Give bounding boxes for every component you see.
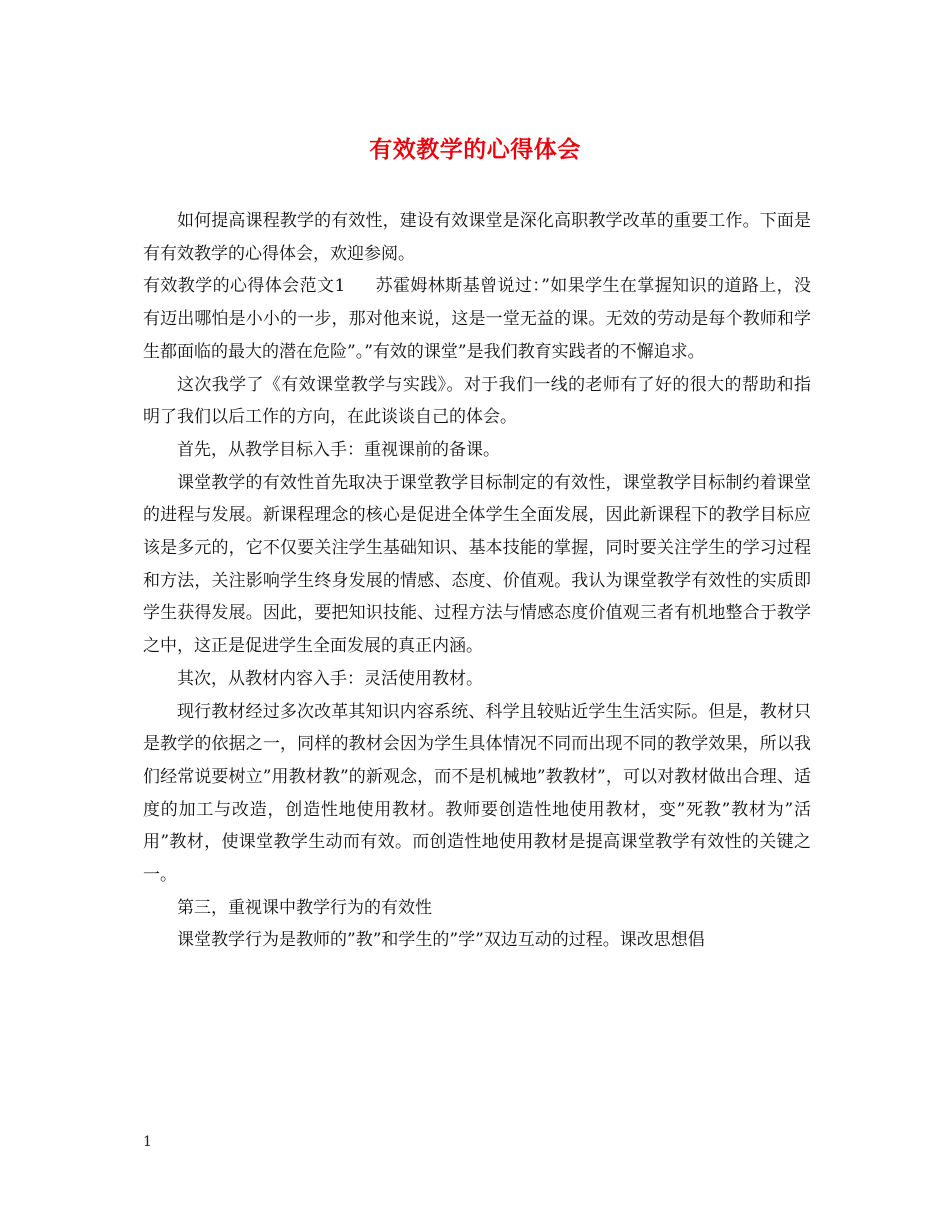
- section-heading: 首先，从教学目标入手：重视课前的备课。: [177, 439, 500, 460]
- body-paragraph: 现行教材经过多次改革其知识内容系统、科学且较贴近学生生活实际。但是，教材只是教学的依据之一，同样的教材会因为学生具体情况不同而出现不同的教学效果，所以我们经常说要树立”用教材教”的新观念，而不是机械地”教教材”，可以对教材做出合理、适度的加工与改造，创造性地使用教材。教师要创造性地使用教材，变”死教”教材为”活用”教材，使课堂教学生动而有效。而创造性地使用教材是提高课堂教学有效性的关键之一。: [143, 701, 811, 886]
- body-paragraph: 课堂教学的有效性首先取决于课堂教学目标制定的有效性，课堂教学目标制约着课堂的进程与发展。新课程理念的核心是促进全体学生全面发展，因此新课程下的教学目标应该是多元的，它不仅要关注学生基础知识、基本技能的掌握，同时要关注学生的学习过程和方法，关注影响学生终身发展的情感、态度、价值观。我认为课堂教学有效性的实质即学生获得发展。因此，要把知识技能、过程方法与情感态度价值观三者有机地整合于教学之中，这正是促进学生全面发展的真正内涵。: [143, 472, 811, 657]
- body-paragraph: 课堂教学行为是教师的”教”和学生的”学”双边互动的过程。课改思想倡: [177, 930, 705, 951]
- intro-paragraph: 如何提高课程教学的有效性，建设有效课堂是深化高职教学改革的重要工作。下面是有有效教学的心得体会，欢迎参阅。: [143, 211, 811, 264]
- body-paragraph: 这次我学了《有效课堂教学与实践》。对于我们一线的老师有了好的很大的帮助和指明了我们以后工作的方向，在此谈谈自己的体会。: [143, 374, 811, 428]
- sample-label: 有效教学的心得体会范文1: [143, 276, 346, 297]
- document-body: [143, 205, 811, 957]
- section-heading: 其次，从教材内容入手：灵活使用教材。: [177, 668, 483, 689]
- section-heading: 第三，重视课中教学行为的有效性: [177, 897, 432, 918]
- sample-text: 苏霍姆林斯基曾说过：”如果学生在掌握知识的道路上，没有迈出哪怕是小小的一步，那对他来说，这是一堂无益的课。无效的劳动是每个教师和学生都面临的最大的潜在危险”。”有效的课堂”是我们教育实践者的不懈追求。: [143, 276, 811, 362]
- sample-paragraph: [143, 270, 811, 368]
- document-title: 有效教学的心得体会: [369, 136, 581, 163]
- page-number: 1: [143, 1134, 152, 1150]
